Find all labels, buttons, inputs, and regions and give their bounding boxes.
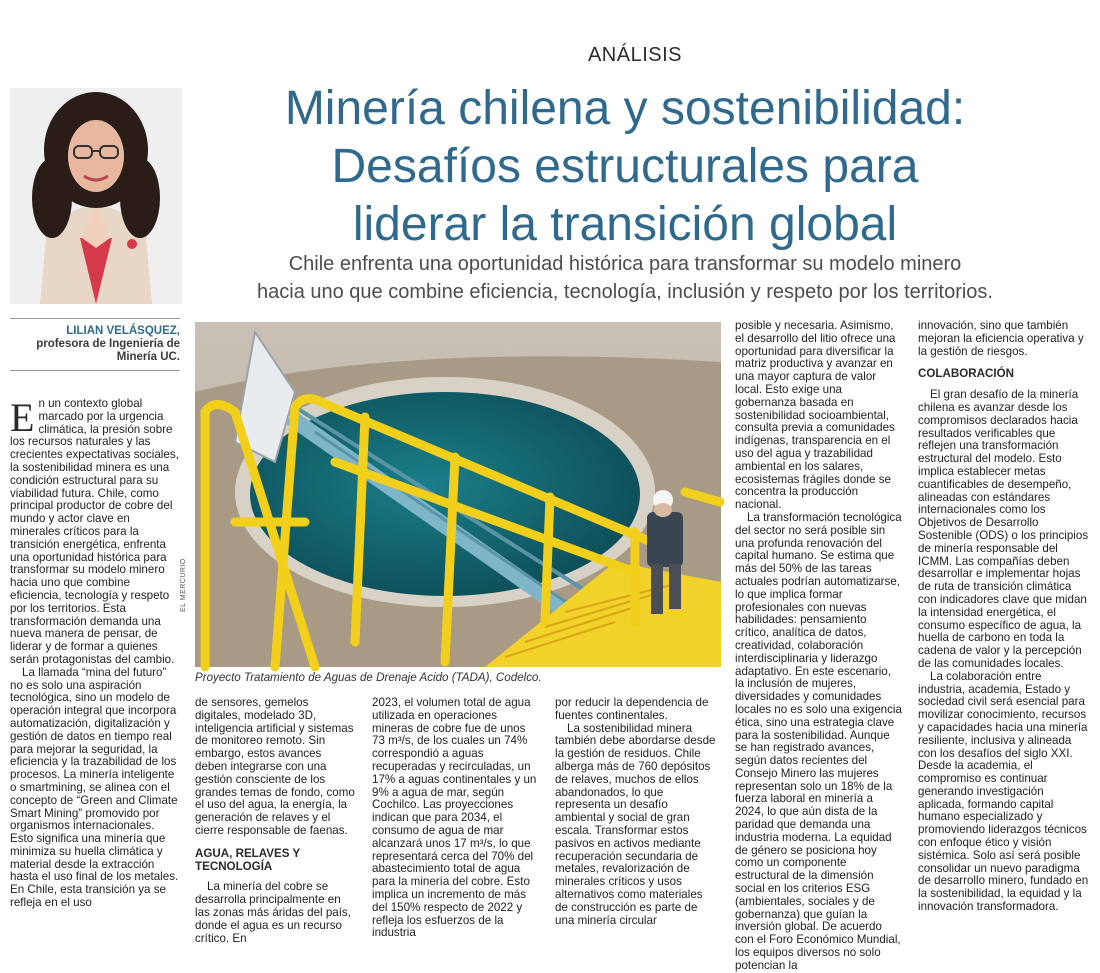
author-byline [10,318,180,371]
paragraph-text: n un contexto global marcado por la urgencia climática, la presión sobre los recursos naturales y las crecientes expectativas sociales, la sostenibilidad minera es una condición estructural para su viabilidad futura. Chile, como principal productor de cobre del mundo y actor clave en minerales críticos para la transición energética, enfrenta una oportunidad histórica para transformar su modelo minero hacia uno que combine eficiencia, tecnología y respeto por los territorios. Esta transformación demanda una nueva manera de pensar, de liderar y de formar a quienes serán protagonistas del cambio. [10,397,179,666]
article-photo-drawing [195,322,721,667]
paragraph: La transformación tecnológica del sector no será posible sin una profunda renovación del capital humano. Se estima que más del 50% de las tareas actuales podrían automatizarse, lo que implica formar profesionales con nuevas habilidades: pensamiento crítico, analítica de datos, creatividad, colaboración interdisciplinaria y liderazgo adaptativo. En este escenario, la inclusión de mujeres, diversidades y comunidades locales no es solo una exigencia ética, sino una estrategia clave para la sostenibilidad. Aunque se han registrado avances, según datos recientes del Consejo Minero las mujeres representan solo un 18% de la fuerza laboral en minería a 2024, lo que aún dista de la paridad que demanda una industria moderna. La equidad de género se posiciona hoy como un componente estructural de la dimensión social en los criterios ESG (ambientales, sociales y de gobernanza) que guían la inversión global. De acuerdo con el Foro Económico Mundial, los equipos diversos no solo potencian la [735,510,902,972]
article-column-5 [735,319,903,972]
photo-credit: EL MERCURIO [180,558,187,612]
article-column-6 [918,320,1090,918]
paragraph: de sensores, gemelos digitales, modelado 3D, inteligencia artificial y sistemas de monitoreo remoto. Sin embargo, estos avances deben integrarse con una gestión consciente de los grandes temas de fondo, como el uso del agua, la energía, la generación de relaves y el cierre responsable de faenas. [195,696,355,837]
author-portrait [10,88,182,304]
author-name: LILIAN VELÁSQUEZ, [66,325,180,337]
headline-line-1: Minería chilena y sostenibilidad: [284,82,966,135]
article-photo [195,322,721,667]
paragraph: 2023, el volumen total de agua utilizada en operaciones mineras de cobre fue de unos 73 m³/s, de los cuales un 74% correspondió a aguas recuperadas y recirculadas, un 17% a aguas continentales y un 9% a agua de mar, según Cochilco. Las proyecciones indican que para 2034, el consumo de agua de mar alcanzará unos 17 m³/s, lo que representará cerca del 70% del abastecimiento total de agua para la minería del cobre. Esto implica un incremento de más del 150% respecto de 2022 y refleja los esfuerzos de la industria [372,696,537,940]
paragraph: El gran desafío de la minería chilena es avanzar desde los compromisos declarados hacia resultados verificables que reflejen una transformación estructural del modelo. Esto implica establecer metas cuantificables de desempeño, alineadas con estándares internacionales como los Objetivos de Desarrollo Sostenible (ODS) o los principios de minería responsable del ICMM. Las compañías deben desarrollar e implementar hojas de ruta de transición climática con indicadores clave que midan la intensidad energética, el consumo específico de agua, la huella de carbono en toda la cadena de valor y la percepción de las comunidades locales. [918,388,1089,670]
headline [205,80,1045,254]
author-portrait-drawing [10,88,182,304]
headline-line-3: liderar la transición global [352,198,898,251]
paragraph: La colaboración entre industria, academia, Estado y sociedad civil será esencial para movilizar conocimiento, recursos y capacidades hacia una minería resiliente, inclusiva y alineada con los desafíos del siglo XXI. Desde la academia, el compromiso es continuar generando investigación aplicada, formando capital humano especializado y promoviendo liderazgos técnicos con enfoque ético y visión sistémica. Solo así será posible consolidar un nuevo paradigma de desarrollo minero, fundado en la sostenibilidad, la equidad y la innovación transformadora. [918,669,1089,914]
article-column-2 [195,696,355,945]
article-column-1 [10,395,180,918]
drop-cap: E [10,395,35,440]
paragraph: innovación, sino que también mejoran la eficiencia operativa y la gestión de riesgos. [918,319,1084,358]
paragraph: por reducir la dependencia de fuentes continentales. [555,696,709,722]
photo-caption: Proyecto Tratamiento de Aguas de Drenaje Acido (TADA), Codelco. [195,671,542,684]
paragraph: La llamada “mina del futuro” no es solo una aspiración tecnológica, sino un modelo de operación integral que incorpora automatización, digitalización y gestión de datos en tiempo real para mejorar la seguridad, la eficiencia y la trazabilidad de los procesos. La minería inteligente o smartmining, se alinea con el concepto de “Green and Climate Smart Mining” promovido por organismos internacionales. Esto significa una minería que minimiza su huella climática y material desde la extracción hasta el uso final de los metales. En Chile, esta transición ya se refleja en el uso [10,665,179,910]
author-role-line-1: profesora de Ingeniería de [36,338,180,350]
paragraph: La sostenibilidad minera también debe abordarse desde la gestión de residuos. Chile alberga más de 760 depósitos de relaves, muchos de ellos abandonados, lo que representa un desafío ambiental y social de gran escala. Transformar estos pasivos en activos mediante recuperación secundaria de metales, revalorización de minerales críticos y usos alternativos como materiales de construcción es parte de una minería circular [555,721,716,927]
headline-line-2: Desafíos estructurales para [331,140,919,193]
author-role-line-2: Minería UC. [116,351,180,363]
section-heading: AGUA, RELAVES Y TECNOLOGÍA [195,846,301,873]
article-column-3 [372,696,537,940]
paragraph: La minería del cobre se desarrolla principalmente en las zonas más áridas del país, donde el agua es un recurso crítico. En [195,880,351,945]
section-label: ANÁLISIS [587,44,683,66]
article-column-4 [555,696,717,927]
paragraph [10,395,180,667]
paragraph: posible y necesaria. Asimismo, el desarrollo del litio ofrece una oportunidad para diversificar la matriz productiva y avanzar en una mayor captura de valor local. Esto exige una gobernanza basada en sostenibilidad socioambiental, consulta previa a comunidades indígenas, transparencia en el uso del agua y trazabilidad ambiental en los salares, ecosistemas frágiles donde se concentra la producción nacional. [735,319,896,512]
subtitle-line-2: hacia uno que combine eficiencia, tecnología, inclusión y respeto por los territorios. [257,281,993,303]
subtitle-line-1: Chile enfrenta una oportunidad histórica para transformar su modelo minero [288,253,962,275]
subtitle [205,250,1045,306]
section-heading: COLABORACIÓN [918,367,1014,381]
